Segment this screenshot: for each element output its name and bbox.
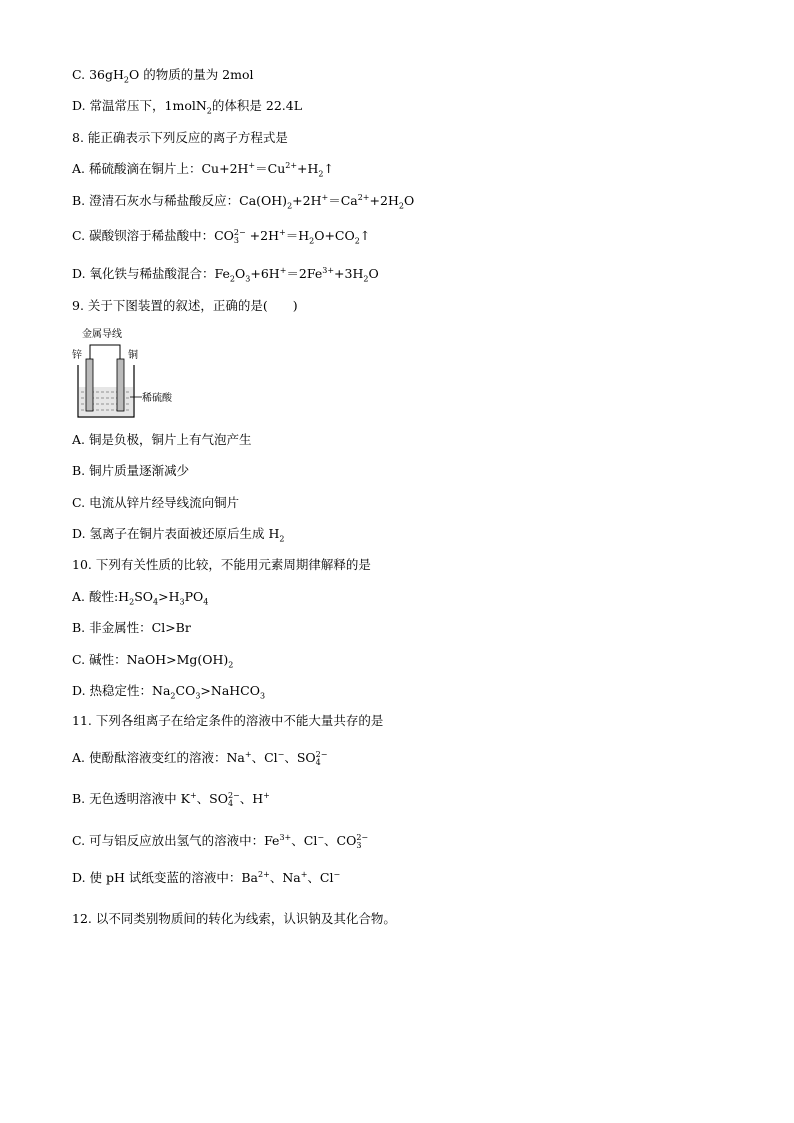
galvanic-cell-figure: [72, 325, 182, 425]
question-8-option-d: D. 氧化铁与稀盐酸混合：$Fe_2O_3+6H^+=2Fe^{3+}+3H_2O$: [72, 265, 379, 284]
question-8-option-b: B. 澄清石灰水与稀盐酸反应：$Ca(OH)_2+2H^+=Ca^{2+}+2H_2O$: [72, 192, 415, 211]
question-8-option-a: A. 稀硫酸滴在铜片上：$Cu+2H^+=Cu^{2+}+H_2↑$: [72, 160, 334, 179]
question-11-option-d: D. 使 pH 试纸变蓝的溶液中：$Ba^{2+}$、Na+、Cl−: [72, 869, 341, 885]
question-9-option-b: B. 铜片质量逐渐减少: [72, 463, 190, 478]
zinc-electrode: [86, 359, 93, 411]
question-10-stem: 10. 下列有关性质的比较，不能用元素周期律解释的是: [72, 557, 371, 572]
option-c-water-moles: C. $36gH_2O$ 的物质的量为 2mol: [72, 67, 254, 85]
question-9-option-a: A. 铜是负极，铜片上有气泡产生: [72, 432, 252, 447]
question-10-option-a: A. 酸性$:H_2SO_4>H_3PO_4$: [72, 589, 209, 607]
metal-wire: [90, 345, 120, 359]
question-9-option-d: D. 氢离子在铜片表面被还原后生成 $H_2$: [72, 526, 285, 544]
question-11-stem: 11. 下列各组离子在给定条件的溶液中不能大量共存的是: [72, 713, 384, 728]
question-10-option-d: D. 热稳定性：$Na_2CO_3>NaHCO_3$: [72, 683, 266, 701]
question-11-option-a: A. 使酚酞溶液变红的溶液：Na+、Cl−、SO 2− 4: [72, 749, 328, 767]
question-10-option-c: C. 碱性：$NaOH>Mg(OH)_2$: [72, 652, 234, 670]
question-8-stem: 8. 能正确表示下列反应的离子方程式是: [72, 130, 288, 145]
question-8-option-c: C. 碳酸钡溶于稀盐酸中：CO 2− 3 $+2H^+=H_2O+CO_2↑$: [72, 227, 371, 246]
copper-label: 铜: [128, 350, 138, 361]
question-11-option-b: B. 无色透明溶液中 K+、SO 2− 4 、H+: [72, 790, 270, 808]
sulfuric-acid-label: 稀硫酸: [142, 393, 172, 404]
wire-label: 金属导线: [82, 329, 122, 340]
option-d-nitrogen-volume: D. 常温常压下，1molN$_2$的体积是 22.4L: [72, 98, 302, 116]
question-12-stem: 12. 以不同类别物质间的转化为线索，认识钠及其化合物。: [72, 911, 396, 926]
copper-electrode: [117, 359, 124, 411]
galvanic-cell-diagram: [72, 325, 182, 425]
zinc-label: 锌: [72, 350, 82, 361]
question-9-option-c: C. 电流从锌片经导线流向铜片: [72, 495, 240, 510]
question-10-option-b: B. 非金属性：Cl>Br: [72, 620, 191, 635]
question-11-option-c: C. 可与铝反应放出氢气的溶液中：$Fe^{3+}$、Cl−、CO 2− 3: [72, 832, 369, 850]
question-9-stem: 9. 关于下图装置的叙述，正确的是( ): [72, 298, 298, 313]
